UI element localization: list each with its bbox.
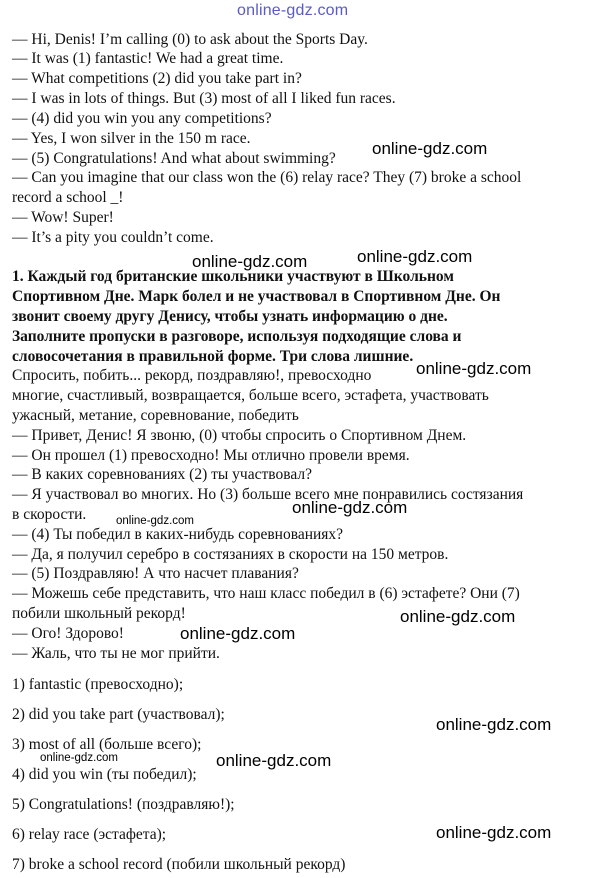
dialogue-ru-line: — Ого! Здорово! xyxy=(12,625,124,642)
dialogue-en-line: — Can you imagine that our class won the (6) relay race? They (7) broke a school xyxy=(12,169,522,186)
dialogue-ru-line: — Можешь себе представить, что наш класс победил в (6) эстафете? Они (7) xyxy=(12,585,520,602)
dialogue-en-line: — It was (1) fantastic! We had a great time. xyxy=(12,50,284,67)
dialogue-en-line: — It’s a pity you couldn’t come. xyxy=(12,229,214,246)
dialogue-ru-line: — Он прошел (1) превосходно! Мы отлично провели время. xyxy=(12,447,410,464)
dialogue-en-line: — (5) Congratulations! And what about swimming? xyxy=(12,150,336,167)
dialogue-ru-line: — (5) Поздравляю! А что насчет плавания? xyxy=(12,565,299,582)
dialogue-en-line: — (4) did you win you any competitions? xyxy=(12,110,272,127)
dialogue-ru-line: — Жаль, что ты не мог прийти. xyxy=(12,645,220,662)
answer-line: 3) most of all (больше всего); xyxy=(12,736,202,753)
watermark: online-gdz.com xyxy=(400,607,516,626)
watermark: online-gdz.com xyxy=(416,359,532,378)
answer-line: 7) broke a school record (побили школьный рекорд) xyxy=(12,856,346,873)
answer-line: 2) did you take part (участвовал); xyxy=(12,706,225,723)
watermark: online-gdz.com xyxy=(357,247,473,266)
dialogue-en-line: — Wow! Super! xyxy=(12,209,114,226)
watermark: online-gdz.com xyxy=(180,624,296,643)
watermark: online-gdz.com xyxy=(292,498,408,517)
answer-line: 5) Congratulations! (поздравляю!); xyxy=(12,796,235,813)
watermark: online-gdz.com xyxy=(116,515,194,527)
dialogue-ru-line: побили школьный рекорд! xyxy=(12,605,186,622)
task-line: 1. Каждый год британские школьники участвуют в Школьном xyxy=(12,268,454,285)
word-bank-line: ужасный, метание, соревнование, победить xyxy=(12,407,299,424)
dialogue-ru-line: — В каких соревнованиях (2) ты участвовал? xyxy=(12,466,312,483)
task-line: Спортивном Дне. Марк болел и не участвовал в Спортивном Дне. Он xyxy=(12,288,501,305)
task-line: Заполните пропуски в разговоре, используя подходящие слова и xyxy=(12,328,462,345)
answer-line: 4) did you win (ты победил); xyxy=(12,766,197,783)
dialogue-en-line: — Hi, Denis! I’m calling (0) to ask about the Sports Day. xyxy=(12,31,368,48)
task-line: словосочетания в правильной форме. Три слова лишние. xyxy=(12,348,414,365)
watermark: online-gdz.com xyxy=(436,823,552,842)
watermark: online-gdz.com xyxy=(372,139,488,158)
word-bank-line: многие, счастливый, возвращается, больше всего, эстафета, участвовать xyxy=(12,387,489,404)
watermark: online-gdz.com xyxy=(216,751,332,770)
task-line: звонит своему другу Денису, чтобы узнать информацию о дне. xyxy=(12,308,448,325)
dialogue-en-line: record a school _! xyxy=(12,189,124,206)
dialogue-ru-line: в скорости. xyxy=(12,506,87,523)
dialogue-ru-line: — Привет, Денис! Я звоню, (0) чтобы спросить о Спортивном Днем. xyxy=(12,427,467,444)
dialogue-ru-line: — Да, я получил серебро в состязаниях в скорости на 150 метров. xyxy=(12,546,449,563)
dialogue-en-line: — What competitions (2) did you take part in? xyxy=(12,70,302,87)
dialogue-en-line: — I was in lots of things. But (3) most of all I liked fun races. xyxy=(12,90,396,107)
watermark: online-gdz.com xyxy=(192,252,308,271)
dialogue-ru-line: — Я участвовал во многих. Но (3) больше всего мне понравились состязания xyxy=(12,486,524,503)
watermark-top: online-gdz.com xyxy=(237,2,349,19)
dialogue-ru-line: — (4) Ты победил в каких-нибудь соревнованиях? xyxy=(12,526,344,543)
watermark: online-gdz.com xyxy=(40,752,118,764)
word-bank-line: Спросить, побить... рекорд, поздравляю!, превосходно xyxy=(12,367,372,384)
answer-line: 6) relay race (эстафета); xyxy=(12,826,167,843)
dialogue-en-line: — Yes, I won silver in the 150 m race. xyxy=(12,130,251,147)
answer-line: 1) fantastic (превосходно); xyxy=(12,676,184,693)
watermark: online-gdz.com xyxy=(436,715,552,734)
